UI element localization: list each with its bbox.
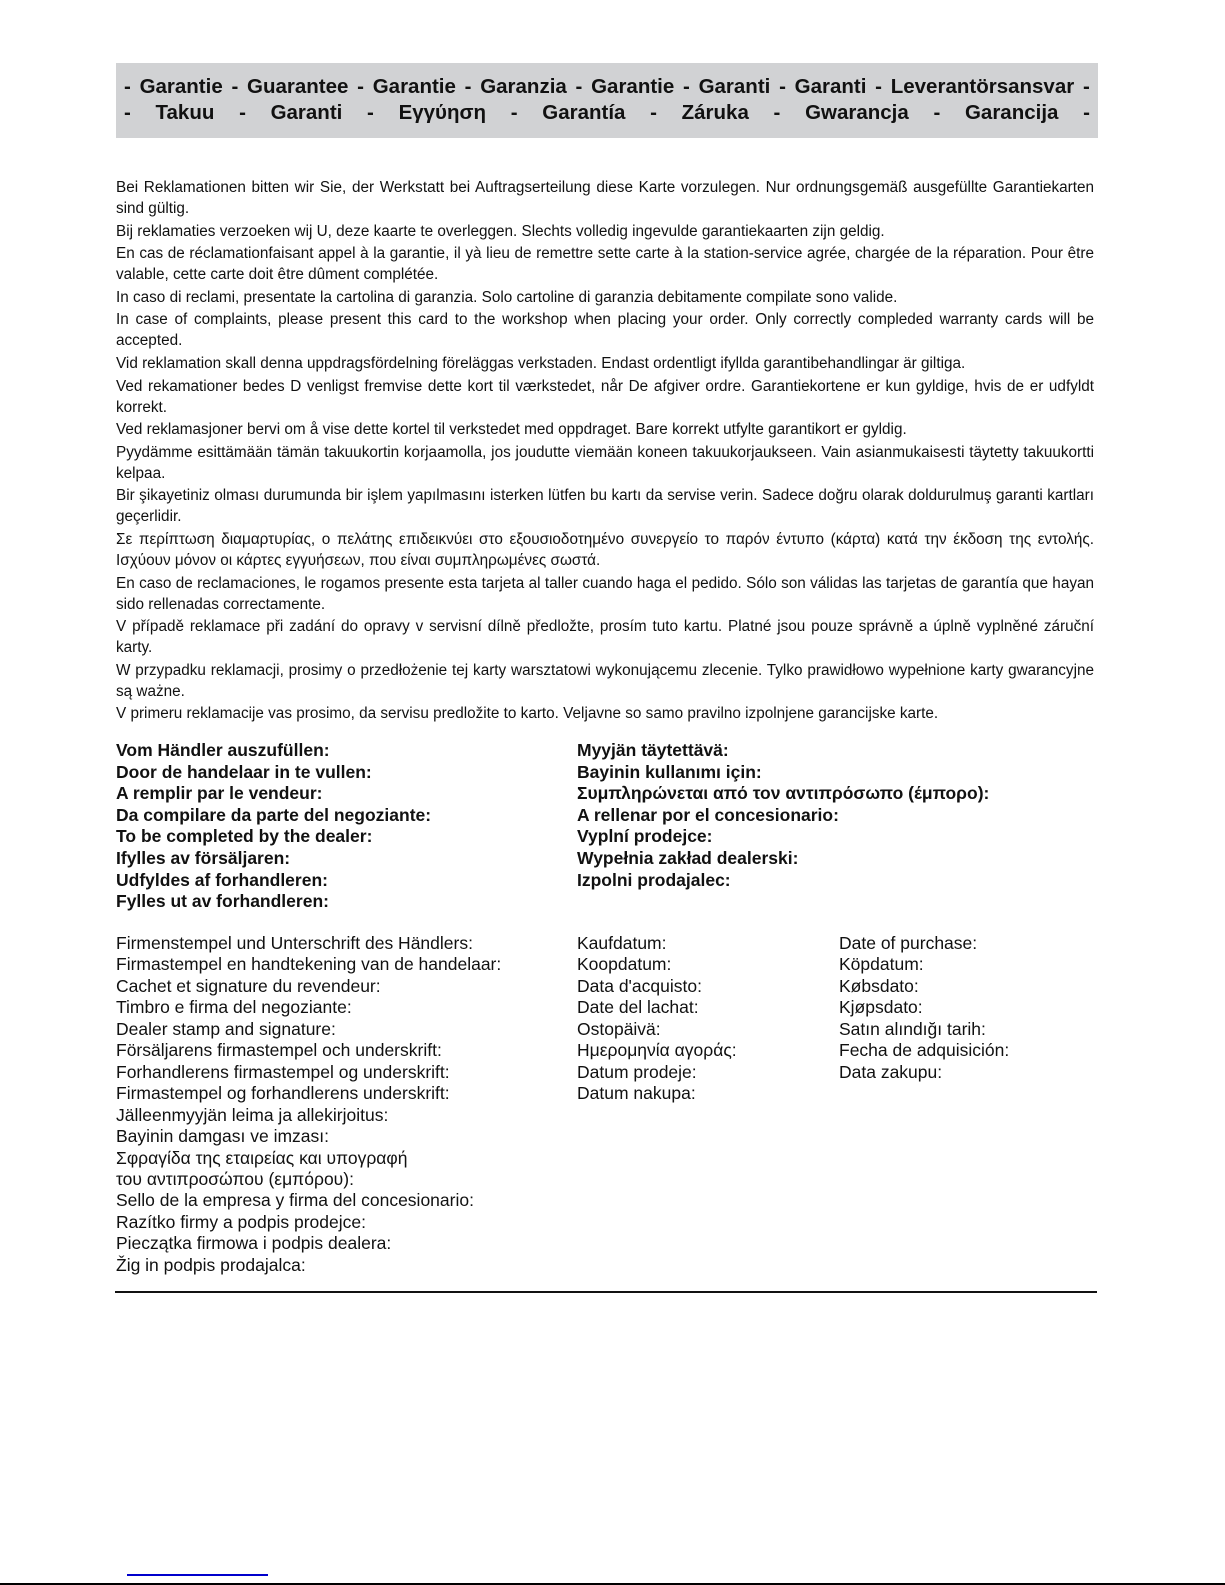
banner-word: - — [239, 101, 246, 124]
stamp-label: Pieczątka firmowa i podpis dealera: — [116, 1233, 392, 1254]
dealer-heading: Door de handelaar in te vullen: — [116, 761, 372, 782]
paragraph: Bij reklamaties verzoeken wij U, deze kaarte te overleggen. Slechts volledig ingevulde garantiekaarten zijn geldig. — [116, 222, 885, 240]
banner-word: - — [575, 75, 583, 98]
date-label: Købsdato: — [839, 975, 919, 996]
paragraph: Bei Reklamationen bitten wir Sie, der Werkstatt bei Auftragserteilung diese Karte vorzulegen. Nur ordnungsgemäß ausgefüllte Garantiekarten sind gültig. — [116, 179, 1094, 217]
banner-word: - — [1083, 101, 1090, 124]
banner-word: Garantía — [542, 101, 626, 124]
date-label: Koopdatum: — [577, 954, 672, 975]
paragraph: Bir şikayetiniz olması durumunda bir işlem yapılmasını isterken lütfen bu kartı da servise verin. Sadece doğru olarak doldurulmuş garanti kartları geçerlidir. — [116, 487, 1094, 526]
banner-word: Guarantee — [247, 75, 349, 98]
banner-line-2 — [124, 101, 1090, 125]
paragraph: Vid reklamation skall denna uppdragsfördelning föreläggas verkstaden. Endast ordentligt ifyllda garantibehandlingar är giltiga. — [116, 354, 966, 372]
stamp-label: Žig in podpis prodajalca: — [116, 1254, 306, 1275]
paragraph: Σε περίπτωση διαμαρτυρίας, ο πελάτης επιδεικνύει στο εξουσιοδοτημένο συνεργείο το παρόν έντυπο (κάρτα) κατά την έκδοση της εντολής. Ισχύουν μόνον οι κάρτες εγγυήσεων, που είναι συμπληρωμένες σωστά. — [116, 530, 1094, 569]
purchase-date-labels-2 — [839, 933, 1009, 1083]
banner-word: Garantie — [591, 75, 675, 98]
dealer-heading: Ifylles av försäljaren: — [116, 847, 291, 868]
banner-word: Garanti — [794, 75, 867, 98]
date-label: Fecha de adquisición: — [839, 1040, 1010, 1061]
paragraph: En caso de reclamaciones, le rogamos presente esta tarjeta al taller cuando haga el pedido. Sólo son válidas las tarjetas de garantía que hayan sido rellenadas correctamente. — [116, 574, 1094, 613]
paragraph: En cas de réclamationfaisant appel à la garantie, il yà lieu de remettre sette carte à la station-service agrée, chargée de la réparation. Pour être valable, cette carte doit être dûment complétée. — [116, 245, 1094, 284]
stamp-label: Jälleenmyyjän leima ja allekirjoitus: — [116, 1104, 389, 1125]
banner-word: - — [683, 75, 690, 98]
dealer-heading-right — [577, 740, 989, 891]
dealer-heading: Izpolni prodajalec: — [577, 869, 731, 890]
banner-word: - — [231, 75, 239, 98]
date-label: Datum nakupa: — [577, 1083, 696, 1104]
dealer-heading: Da compilare da parte del negoziante: — [116, 804, 432, 825]
stamp-label: Razítko firmy a podpis prodejce: — [116, 1211, 366, 1232]
banner-word: - — [367, 101, 374, 124]
stamp-label: του αντιπροσώπου (εμπόρου): — [116, 1168, 354, 1189]
divider — [115, 1291, 1097, 1293]
banner-word: Εγγύηση — [398, 101, 487, 124]
banner-word: - — [1082, 75, 1090, 98]
stamp-label: Firmenstempel und Unterschrift des Händlers: — [116, 933, 473, 953]
dealer-heading: Vyplní prodejce: — [577, 826, 713, 847]
paragraph: In caso di reclami, presentate la cartolina di garanzia. Solo cartoline di garanzia debitamente compilate sono valide. — [116, 288, 898, 306]
banner-word: Záruka — [681, 101, 749, 124]
dealer-heading: Vom Händler auszufüllen: — [116, 740, 330, 760]
banner-word: - — [357, 75, 364, 98]
date-label: Köpdatum: — [839, 954, 924, 975]
date-label: Date del lachat: — [577, 997, 699, 1018]
dealer-heading: Bayinin kullanımı için: — [577, 761, 762, 782]
complaint-instructions — [116, 177, 1094, 726]
dealer-heading: A rellenar por el concesionario: — [577, 804, 839, 825]
banner-word: Gwarancja — [805, 101, 909, 124]
banner-word: Takuu — [155, 101, 215, 124]
dealer-heading: Udfyldes af forhandleren: — [116, 869, 328, 890]
banner-word: - — [875, 75, 882, 98]
paragraph: Ved reklamasjoner bervi om å vise dette kortel til verkstedet med oppdraget. Bare korrekt utfylte garantikort er gyldig. — [116, 421, 907, 439]
paragraph: Ved rekamationer bedes D venligst fremvise dette kort til værkstedet, når De afgiver ordre. Garantiekortene er kun gyldige, hvis de er udfyldt korrekt. — [116, 377, 1094, 416]
stamp-label: Firmastempel og forhandlerens underskrift: — [116, 1083, 450, 1104]
stamp-label: Försäljarens firmastempel och underskrift: — [116, 1040, 442, 1061]
dealer-heading: Myyjän täytettävä: — [577, 740, 729, 760]
banner-word: Garanti — [270, 101, 343, 124]
dealer-heading-left — [116, 740, 431, 913]
stamp-label: Cachet et signature du revendeur: — [116, 975, 381, 996]
date-label: Date of purchase: — [839, 933, 978, 953]
stamp-label: Forhandlerens firmastempel og underskrift: — [116, 1061, 450, 1082]
date-label: Kjøpsdato: — [839, 997, 923, 1018]
banner-word: - — [464, 75, 472, 98]
stamp-label: Bayinin damgası ve imzası: — [116, 1126, 330, 1147]
stamp-label: Dealer stamp and signature: — [116, 1018, 336, 1039]
banner-word: - — [124, 75, 131, 98]
purchase-date-labels-1 — [577, 933, 737, 1105]
banner-word: - — [650, 101, 657, 124]
banner-word: - — [779, 75, 786, 98]
stamp-label: Sello de la empresa y firma del concesionario: — [116, 1190, 474, 1211]
date-label: Ημερομηνία αγοράς: — [577, 1040, 737, 1061]
banner-word: - — [933, 101, 941, 124]
banner-line-1 — [124, 75, 1090, 99]
banner-word: Garancija — [964, 101, 1059, 124]
paragraph: V případě reklamace při zadání do opravy v servisní dílně předložte, prosím tuto kartu. Platné jsou pouze správně a úplně vyplněné záruční karty. — [116, 618, 1094, 657]
blue-underline — [127, 1574, 268, 1576]
dealer-heading: A remplir par le vendeur: — [116, 783, 323, 804]
stamp-label: Firmastempel en handtekening van de handelaar: — [116, 954, 502, 975]
date-label: Data d'acquisto: — [577, 975, 702, 996]
guarantee-banner — [116, 63, 1098, 138]
stamp-label: Timbro e firma del negoziante: — [116, 997, 352, 1018]
date-label: Datum prodeje: — [577, 1061, 697, 1082]
paragraph: In case of complaints, please present this card to the workshop when placing your order. Only correctly compleded warranty cards will be accepted. — [116, 311, 1094, 350]
banner-word: - — [773, 101, 781, 124]
banner-word: Garantie — [372, 75, 456, 98]
banner-word: Leverantörsansvar — [890, 75, 1075, 98]
paragraph: W przypadku reklamacji, prosimy o przedłożenie tej karty warsztatowi wykonującemu zlecenie. Tylko prawidłowo wypełnione karty gwarancyjne są ważne. — [116, 661, 1094, 700]
banner-word: Garanti — [698, 75, 771, 98]
paragraph: Pyydämme esittämään tämän takuukortin korjaamolla, jos joudutte viemään koneen takuukorjaukseen. Vain asianmukaisesti täytetty takuukortti kelpaa. — [116, 443, 1094, 482]
date-label: Data zakupu: — [839, 1061, 943, 1082]
date-label: Kaufdatum: — [577, 933, 667, 953]
banner-word: - — [510, 101, 518, 124]
dealer-heading: Συμπληρώνεται από τον αντιπρόσωπο (έμπορο): — [577, 783, 990, 804]
dealer-heading: To be completed by the dealer: — [116, 826, 373, 847]
banner-word: Garantie — [139, 75, 223, 98]
banner-word: - — [124, 101, 131, 124]
date-label: Ostopäivä: — [577, 1018, 661, 1039]
paragraph: V primeru reklamacije vas prosimo, da servisu predložite to karto. Veljavne so samo pravilno izpolnjene garancijske karte. — [116, 705, 939, 723]
stamp-label: Σφραγίδα της εταιρείας και υπογραφή — [116, 1147, 408, 1168]
banner-word: Garanzia — [480, 75, 567, 98]
date-label: Satın alındığı tarih: — [839, 1018, 986, 1039]
dealer-heading: Fylles ut av forhandleren: — [116, 891, 329, 912]
dealer-stamp-labels — [116, 933, 501, 1276]
dealer-heading: Wypełnia zakład dealerski: — [577, 847, 799, 868]
